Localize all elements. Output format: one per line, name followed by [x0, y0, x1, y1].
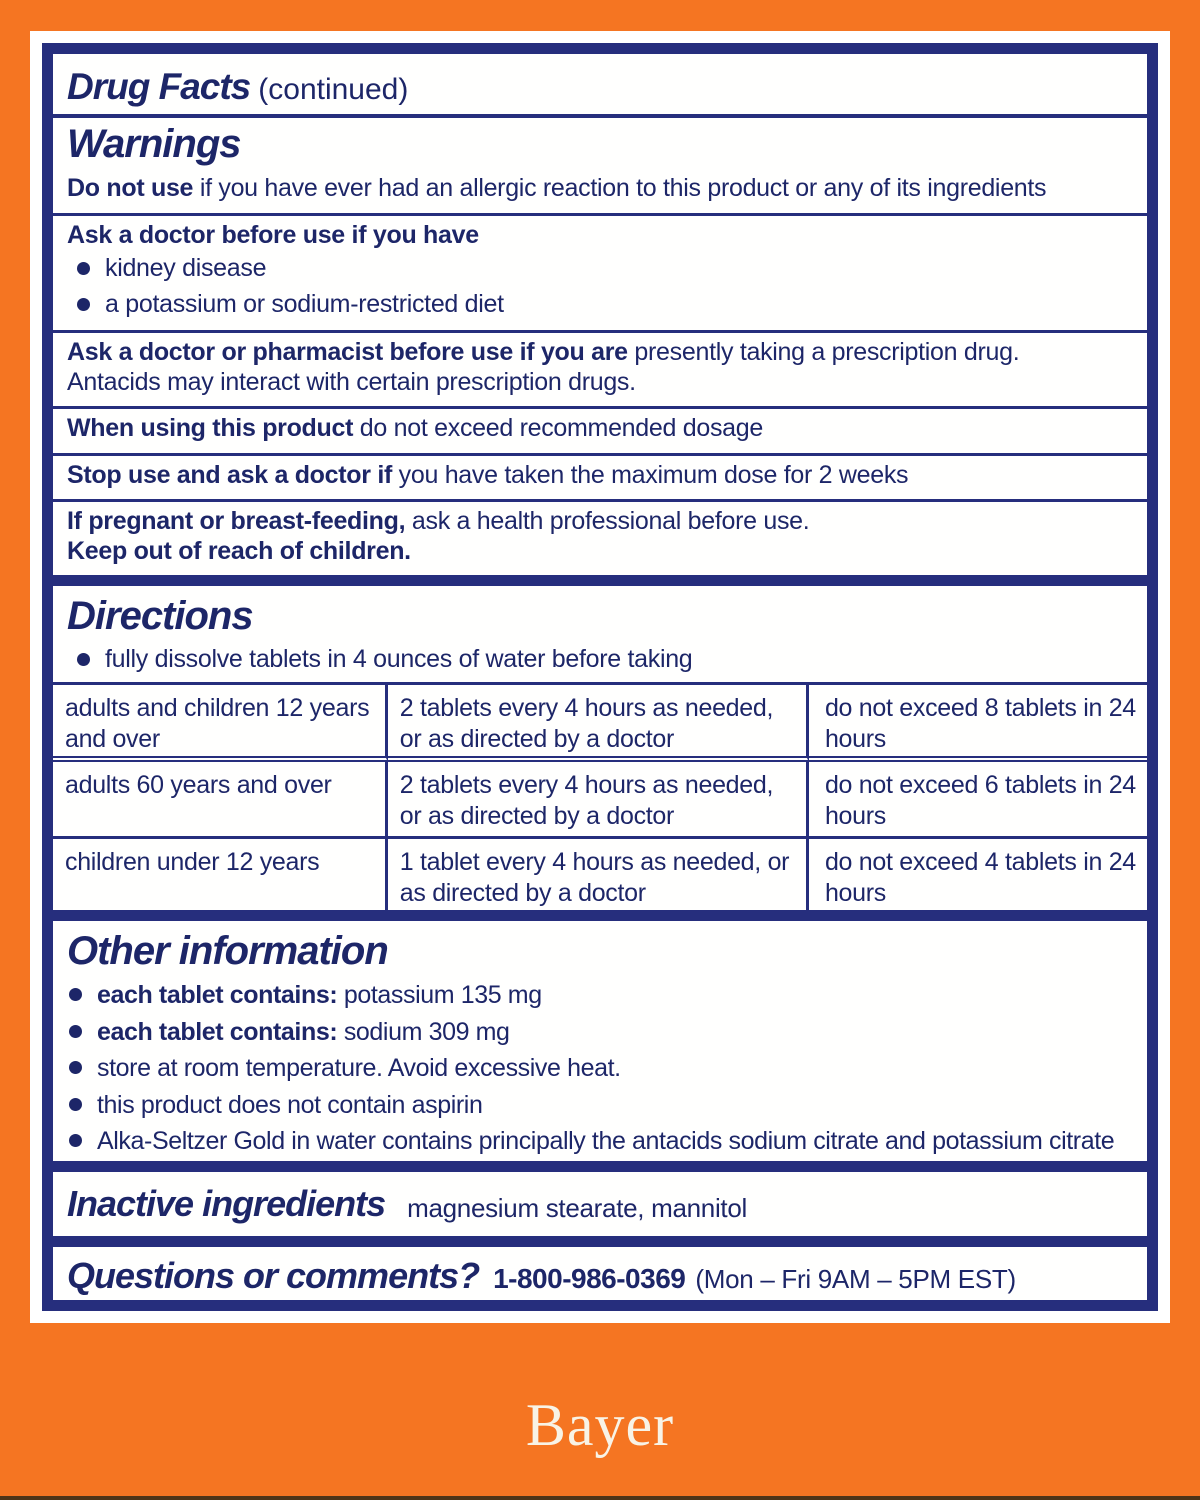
bullet-icon	[77, 262, 90, 275]
section-divider	[53, 1236, 1147, 1247]
dosage-cell-dose: 1 tablet every 4 hours as needed, or as directed by a doctor	[388, 839, 809, 916]
dosage-table	[53, 685, 1147, 916]
other-info-text: sodium 309 mg	[337, 1017, 510, 1046]
directions-bullet-item	[53, 639, 1147, 685]
other-info-bold: each tablet contains:	[97, 981, 338, 1009]
directions-section	[53, 586, 1147, 910]
drug-facts-label	[30, 31, 1170, 1323]
warning-bold-text: When using this product	[67, 414, 354, 442]
other-info-text: store at room temperature. Avoid excessive heat.	[97, 1054, 621, 1083]
questions-phone-number: 1-800-986-0369	[493, 1263, 686, 1294]
warning-bullet-item	[67, 286, 1133, 322]
warning-text: presently taking a prescription drug.	[627, 338, 1020, 366]
warning-bold-text: If pregnant or breast-feeding,	[67, 507, 406, 535]
other-info-text: this product does not contain aspirin	[97, 1090, 483, 1119]
other-information-section	[53, 921, 1147, 1161]
dosage-cell-dose: 2 tablets every 4 hours as needed, or as directed by a doctor	[388, 762, 809, 839]
bullet-icon	[69, 1134, 82, 1147]
drug-facts-continued: (continued)	[258, 73, 409, 106]
other-info-text: potassium 135 mg	[337, 981, 542, 1009]
questions-section	[53, 1247, 1147, 1305]
directions-heading: Directions	[67, 594, 253, 638]
other-info-item	[53, 1015, 1147, 1052]
warning-text: do not exceed recommended dosage	[353, 414, 763, 442]
warning-bullet-text: a potassium or sodium-restricted diet	[105, 289, 504, 318]
warning-when-using	[53, 409, 1147, 456]
warning-bullet-text: kidney disease	[105, 254, 267, 282]
bullet-icon	[77, 298, 90, 311]
warning-text: you have taken the maximum dose for 2 weeks	[392, 460, 909, 489]
warning-ask-pharmacist	[53, 333, 1147, 409]
dosage-cell-who: adults and children 12 years and over	[53, 685, 388, 762]
inactive-ingredients-text: magnesium stearate, mannitol	[407, 1192, 747, 1223]
dosage-cell-max: do not exceed 4 tablets in 24 hours	[824, 848, 1136, 907]
warning-bullet-item	[67, 250, 1133, 286]
warning-keep-out-of-reach: Keep out of reach of children.	[67, 536, 411, 565]
bayer-logo: Bayer	[525, 1392, 675, 1458]
warning-text-line2: Antacids may interact with certain prescription drugs.	[67, 367, 636, 396]
other-info-item	[53, 1124, 1147, 1161]
section-divider	[53, 1161, 1147, 1172]
inactive-ingredients-heading: Inactive ingredients	[67, 1183, 386, 1224]
dosage-cell-dose: 2 tablets every 4 hours as needed, or as directed by a doctor	[388, 685, 809, 762]
other-information-heading: Other information	[67, 929, 388, 973]
warning-bold-text: Stop use and ask a doctor if	[67, 460, 392, 489]
drug-facts-header	[53, 54, 1147, 118]
other-info-bold: each tablet contains:	[97, 1017, 338, 1046]
dosage-cell-max: do not exceed 8 tablets in 24 hours	[809, 685, 1147, 762]
bullet-icon	[69, 1061, 82, 1074]
warnings-section	[53, 118, 1147, 575]
warning-bold-text: Do not use	[67, 174, 194, 202]
warning-pregnant	[53, 502, 1147, 575]
bullet-icon	[69, 1098, 82, 1111]
questions-heading: Questions or comments?	[67, 1255, 480, 1296]
warning-do-not-use	[53, 169, 1147, 216]
other-info-item	[53, 1051, 1147, 1088]
bullet-icon	[69, 1025, 82, 1038]
dosage-cell-who: adults 60 years and over	[53, 762, 388, 839]
inactive-ingredients-section	[53, 1172, 1147, 1236]
other-info-item	[53, 978, 1147, 1015]
bottom-edge-line	[0, 1496, 1200, 1500]
warnings-heading: Warnings	[67, 122, 241, 166]
other-info-text: Alka-Seltzer Gold in water contains principally the antacids sodium citrate and potassium citrate	[97, 1127, 1115, 1156]
warning-text: ask a health professional before use.	[405, 507, 810, 535]
warning-bold-text: Ask a doctor or pharmacist before use if you are	[67, 338, 628, 366]
bullet-icon	[77, 653, 90, 666]
warning-ask-doctor	[53, 216, 1147, 334]
directions-bullet-text: fully dissolve tablets in 4 ounces of water before taking	[105, 645, 693, 673]
section-divider	[53, 910, 1147, 921]
drug-facts-title: Drug Facts	[67, 66, 251, 107]
warning-stop-use	[53, 456, 1147, 503]
section-divider	[53, 575, 1147, 586]
dosage-cell-max: do not exceed 6 tablets in 24 hours	[809, 762, 1147, 839]
warning-text: if you have ever had an allergic reaction to this product or any of its ingredients	[193, 174, 1047, 202]
bullet-icon	[69, 988, 82, 1001]
warning-bold-text: Ask a doctor before use if you have	[67, 220, 479, 249]
other-info-item	[53, 1088, 1147, 1125]
questions-hours: (Mon – Fri 9AM – 5PM EST)	[695, 1263, 1016, 1294]
label-panel	[42, 43, 1158, 1311]
dosage-cell-who: children under 12 years	[53, 839, 388, 916]
